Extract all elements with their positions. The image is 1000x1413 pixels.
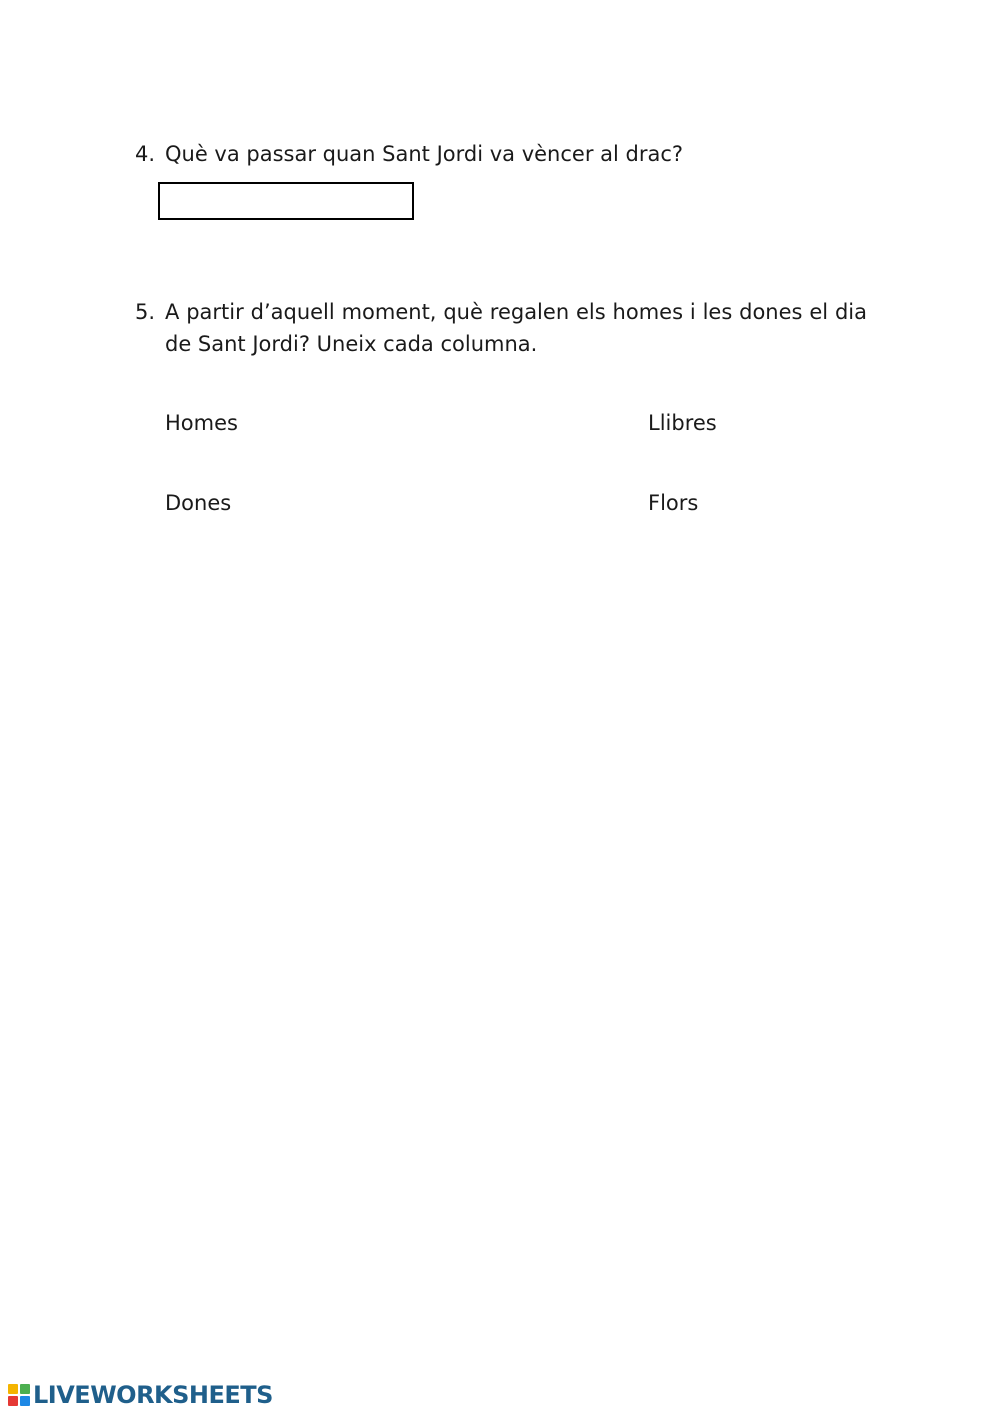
logo-text: LIVEWORKSHEETS: [33, 1381, 273, 1409]
question-5-text: A partir d’aquell moment, què regalen els homes i les dones el dia de Sant Jordi? Uneix cada columna.: [165, 300, 867, 356]
match-right-item-flors[interactable]: Flors: [648, 491, 699, 515]
logo-block: [20, 1396, 30, 1406]
question-4-text: Què va passar quan Sant Jordi va vèncer al drac?: [165, 142, 684, 166]
logo-block: [8, 1396, 18, 1406]
question-4-number: 4.: [135, 142, 156, 166]
match-right-item-llibres[interactable]: Llibres: [648, 411, 717, 435]
match-left-item-homes[interactable]: Homes: [165, 411, 238, 435]
liveworksheets-blocks-icon: [8, 1384, 30, 1406]
answer-input-box[interactable]: [158, 182, 414, 220]
question-5-number: 5.: [135, 300, 156, 324]
logo-block: [20, 1384, 30, 1394]
logo-block: [8, 1384, 18, 1394]
liveworksheets-logo: [8, 1381, 273, 1409]
match-left-item-dones[interactable]: Dones: [165, 491, 232, 515]
